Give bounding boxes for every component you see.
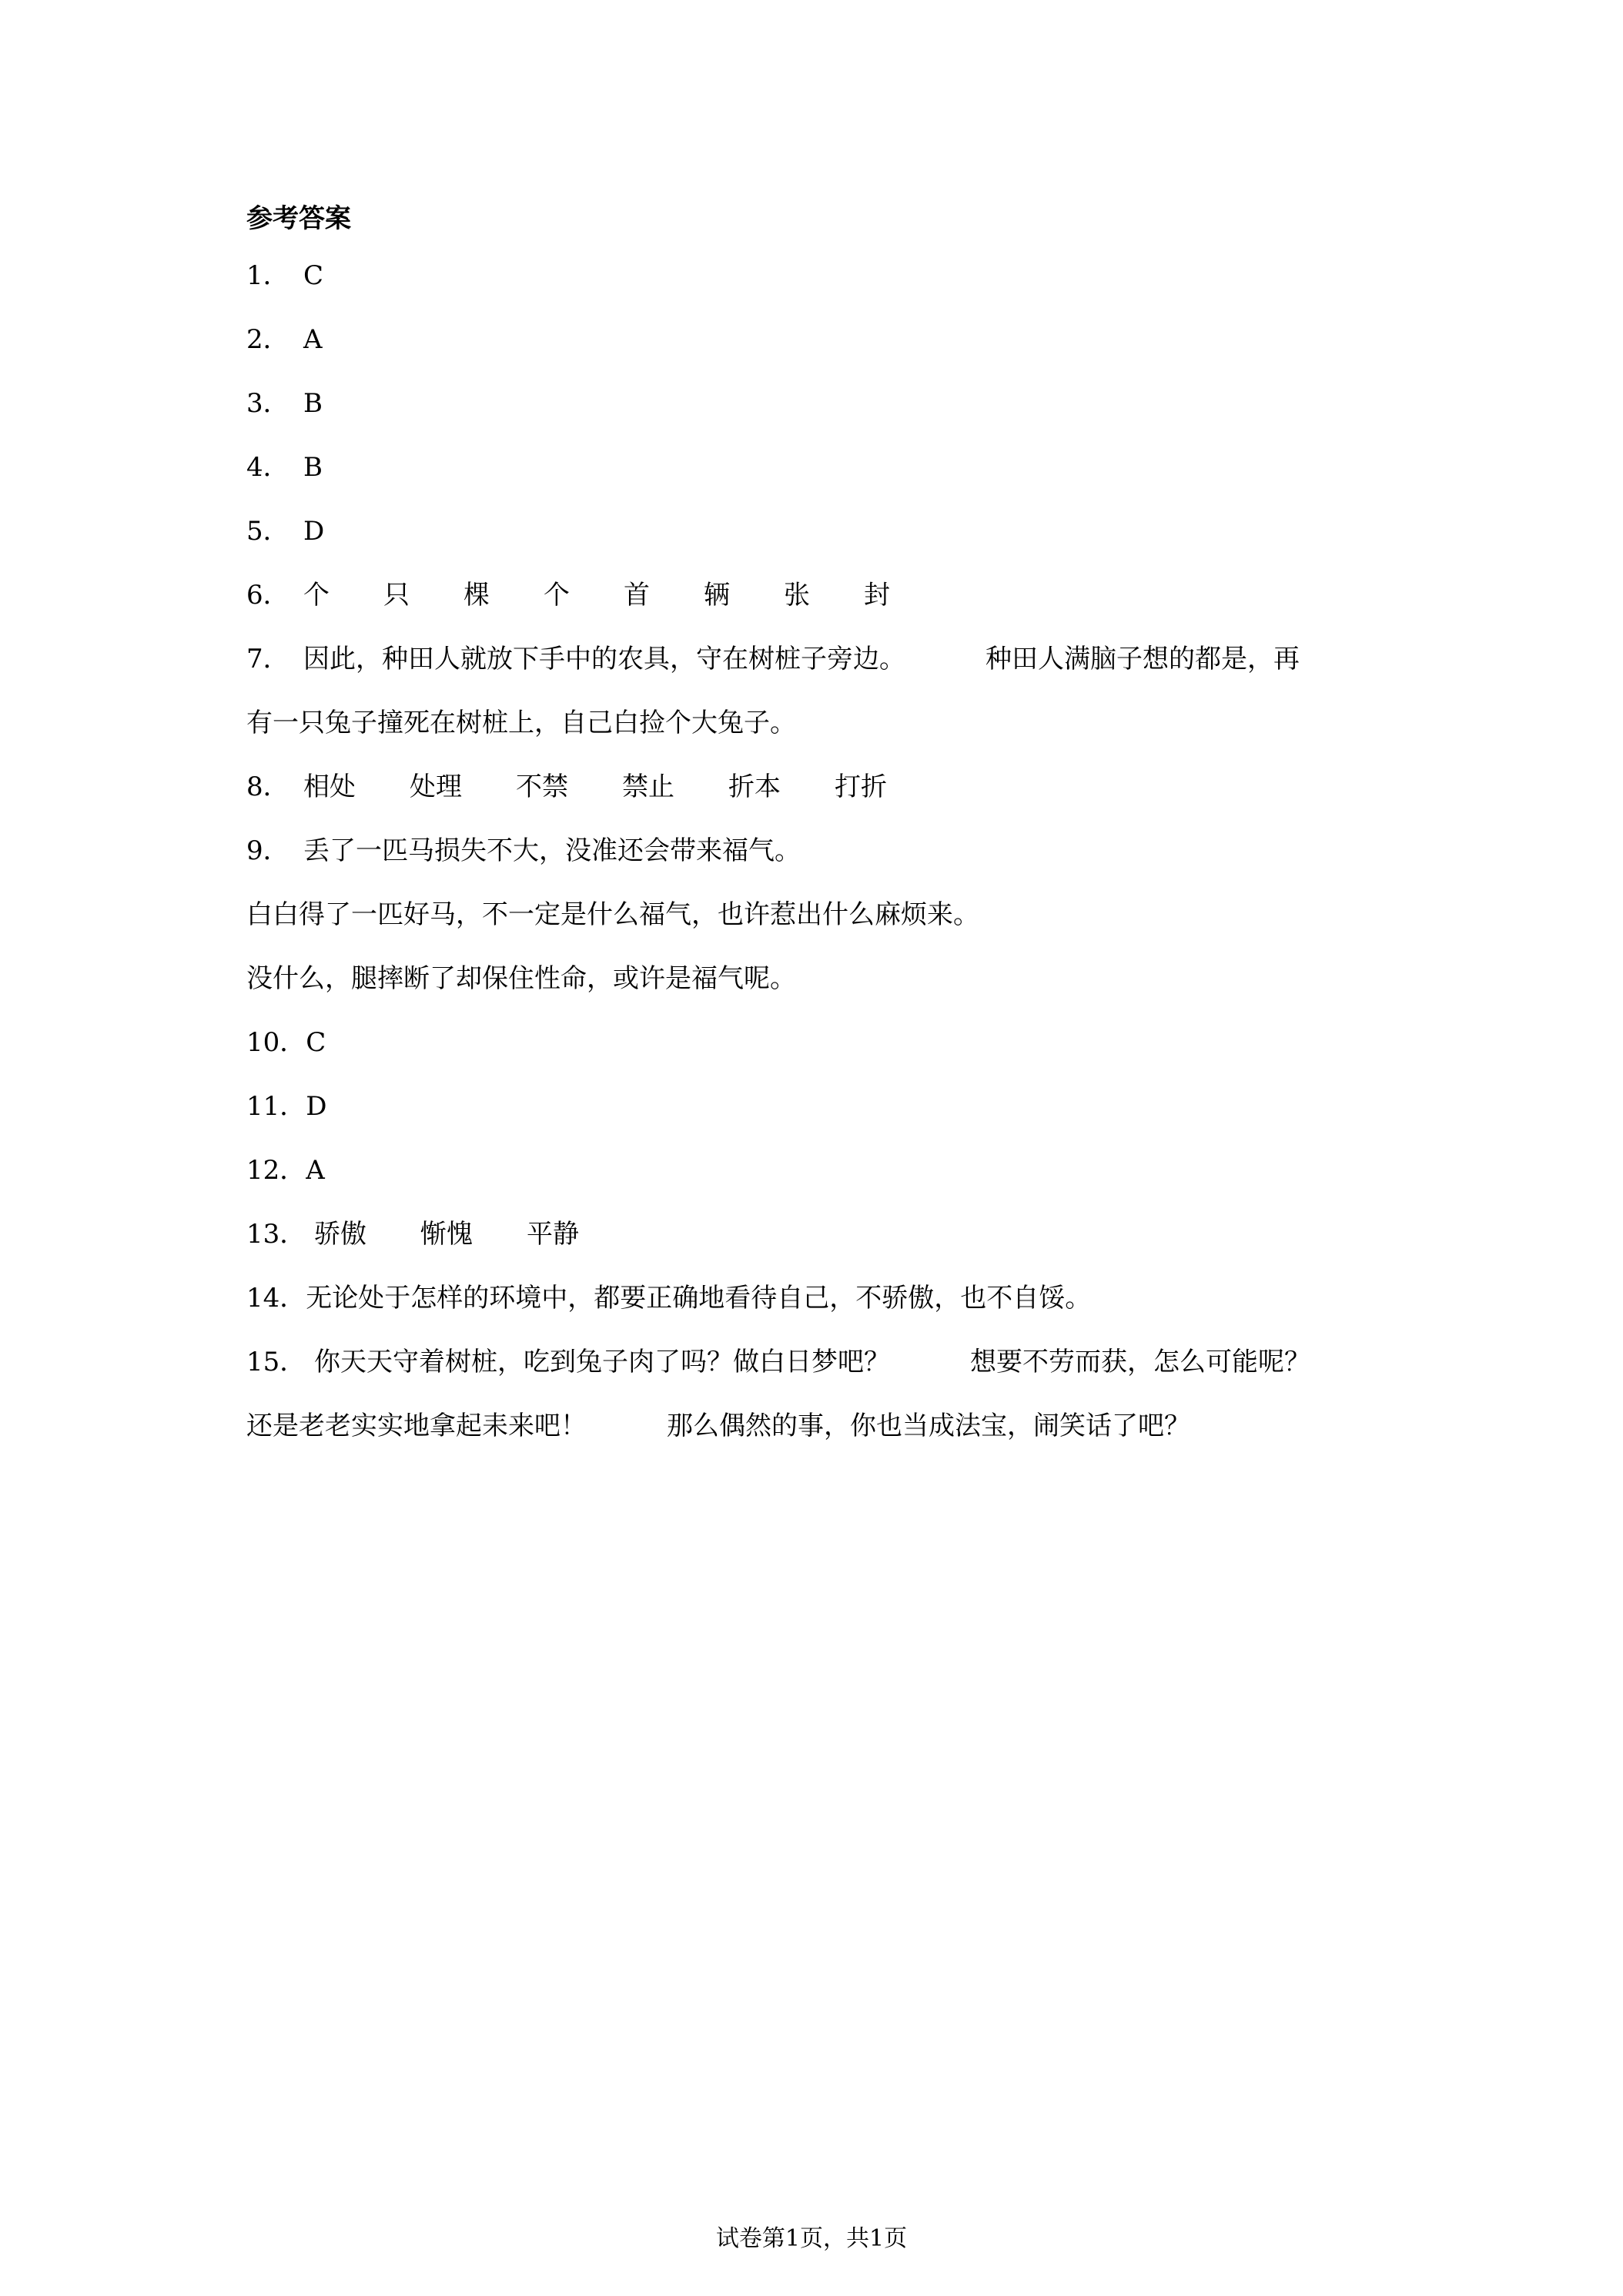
question-number: 11． xyxy=(246,1091,306,1122)
word-answer: 处理 xyxy=(410,771,462,802)
answer-text: A xyxy=(303,324,323,355)
question-number: 8． xyxy=(246,771,289,802)
answer-11 xyxy=(246,1089,1401,1123)
question-number: 10． xyxy=(246,1027,306,1058)
word-answer: 不禁 xyxy=(516,771,568,802)
answer-13 xyxy=(246,1217,1401,1251)
word-answer: 禁止 xyxy=(622,771,674,802)
word-answer: 折本 xyxy=(728,771,781,802)
answer-text-part-1: 你天天守着树桩，吃到兔子肉了吗？做白日梦吧？ xyxy=(314,1347,890,1377)
question-number: 13． xyxy=(246,1219,306,1250)
answer-text: A xyxy=(306,1155,325,1186)
question-number: 1． xyxy=(246,260,289,291)
page-title: 参考答案 xyxy=(246,203,351,234)
answer-14 xyxy=(246,1281,1401,1315)
answer-15 xyxy=(246,1345,1401,1379)
question-number: 5． xyxy=(246,516,289,547)
answer-2 xyxy=(246,323,1401,356)
question-number: 12． xyxy=(246,1155,306,1186)
measure-word: 个 xyxy=(303,580,330,611)
answer-text: C xyxy=(303,260,324,291)
answer-4 xyxy=(246,450,1401,484)
answer-sheet xyxy=(246,202,1401,1473)
answer-text-part-2: 想要不劳而获，怎么可能呢？ xyxy=(970,1347,1310,1377)
measure-word: 棵 xyxy=(463,580,490,611)
word-answer: 骄傲 xyxy=(314,1219,366,1250)
answer-6 xyxy=(246,578,1401,612)
answer-1 xyxy=(246,259,1401,293)
answer-10 xyxy=(246,1026,1401,1059)
question-number: 3． xyxy=(246,388,289,419)
measure-word: 只 xyxy=(383,580,410,611)
measure-word: 首 xyxy=(624,580,650,611)
word-answer: 平静 xyxy=(527,1219,579,1250)
answer-7 xyxy=(246,642,1401,676)
answer-7-continuation: 有一只兔子撞死在树桩上，自己白捡个大兔子。 xyxy=(246,708,796,738)
question-number: 7． xyxy=(246,644,289,674)
answer-text-part-3: 还是老老实实地拿起耒来吧！ xyxy=(246,1411,587,1441)
answer-15-continuation xyxy=(246,1409,1401,1443)
word-answer: 相处 xyxy=(303,771,356,802)
answer-12 xyxy=(246,1153,1401,1187)
answer-text: 无论处于怎样的环境中，都要正确地看待自己，不骄傲，也不自馁。 xyxy=(306,1283,1092,1314)
answer-8 xyxy=(246,770,1401,804)
answer-text-part-1: 因此，种田人就放下手中的农具，守在树桩子旁边。 xyxy=(303,644,905,674)
measure-word: 封 xyxy=(864,580,890,611)
question-number: 14． xyxy=(246,1283,306,1314)
answer-text: C xyxy=(306,1027,326,1058)
measure-word: 张 xyxy=(784,580,810,611)
answer-3 xyxy=(246,387,1401,420)
question-number: 4． xyxy=(246,452,289,483)
answer-text-part-2: 种田人满脑子想的都是，再 xyxy=(986,644,1300,674)
question-number: 6． xyxy=(246,580,289,611)
question-number: 9． xyxy=(246,835,289,866)
answer-9-line-2: 白白得了一匹好马，不一定是什么福气，也许惹出什么麻烦来。 xyxy=(246,899,979,930)
measure-word: 个 xyxy=(544,580,570,611)
answer-text: D xyxy=(306,1091,327,1122)
word-answer: 打折 xyxy=(835,771,887,802)
question-number: 2． xyxy=(246,324,289,355)
answer-text: B xyxy=(303,388,323,419)
question-number: 15． xyxy=(246,1347,306,1377)
answer-text: B xyxy=(303,452,323,483)
answer-9-line-3: 没什么，腿摔断了却保住性命，或许是福气呢。 xyxy=(246,963,796,994)
answer-text-part-4: 那么偶然的事，你也当成法宝，闹笑话了吧？ xyxy=(667,1411,1190,1441)
page-footer: 试卷第1页，共1页 xyxy=(715,2225,908,2252)
measure-word: 辆 xyxy=(704,580,730,611)
answer-text: D xyxy=(303,516,325,547)
word-answer: 惭愧 xyxy=(420,1219,473,1250)
answer-text: 丢了一匹马损失不大，没准还会带来福气。 xyxy=(303,835,801,866)
answer-5 xyxy=(246,514,1401,548)
answer-9 xyxy=(246,834,1401,868)
